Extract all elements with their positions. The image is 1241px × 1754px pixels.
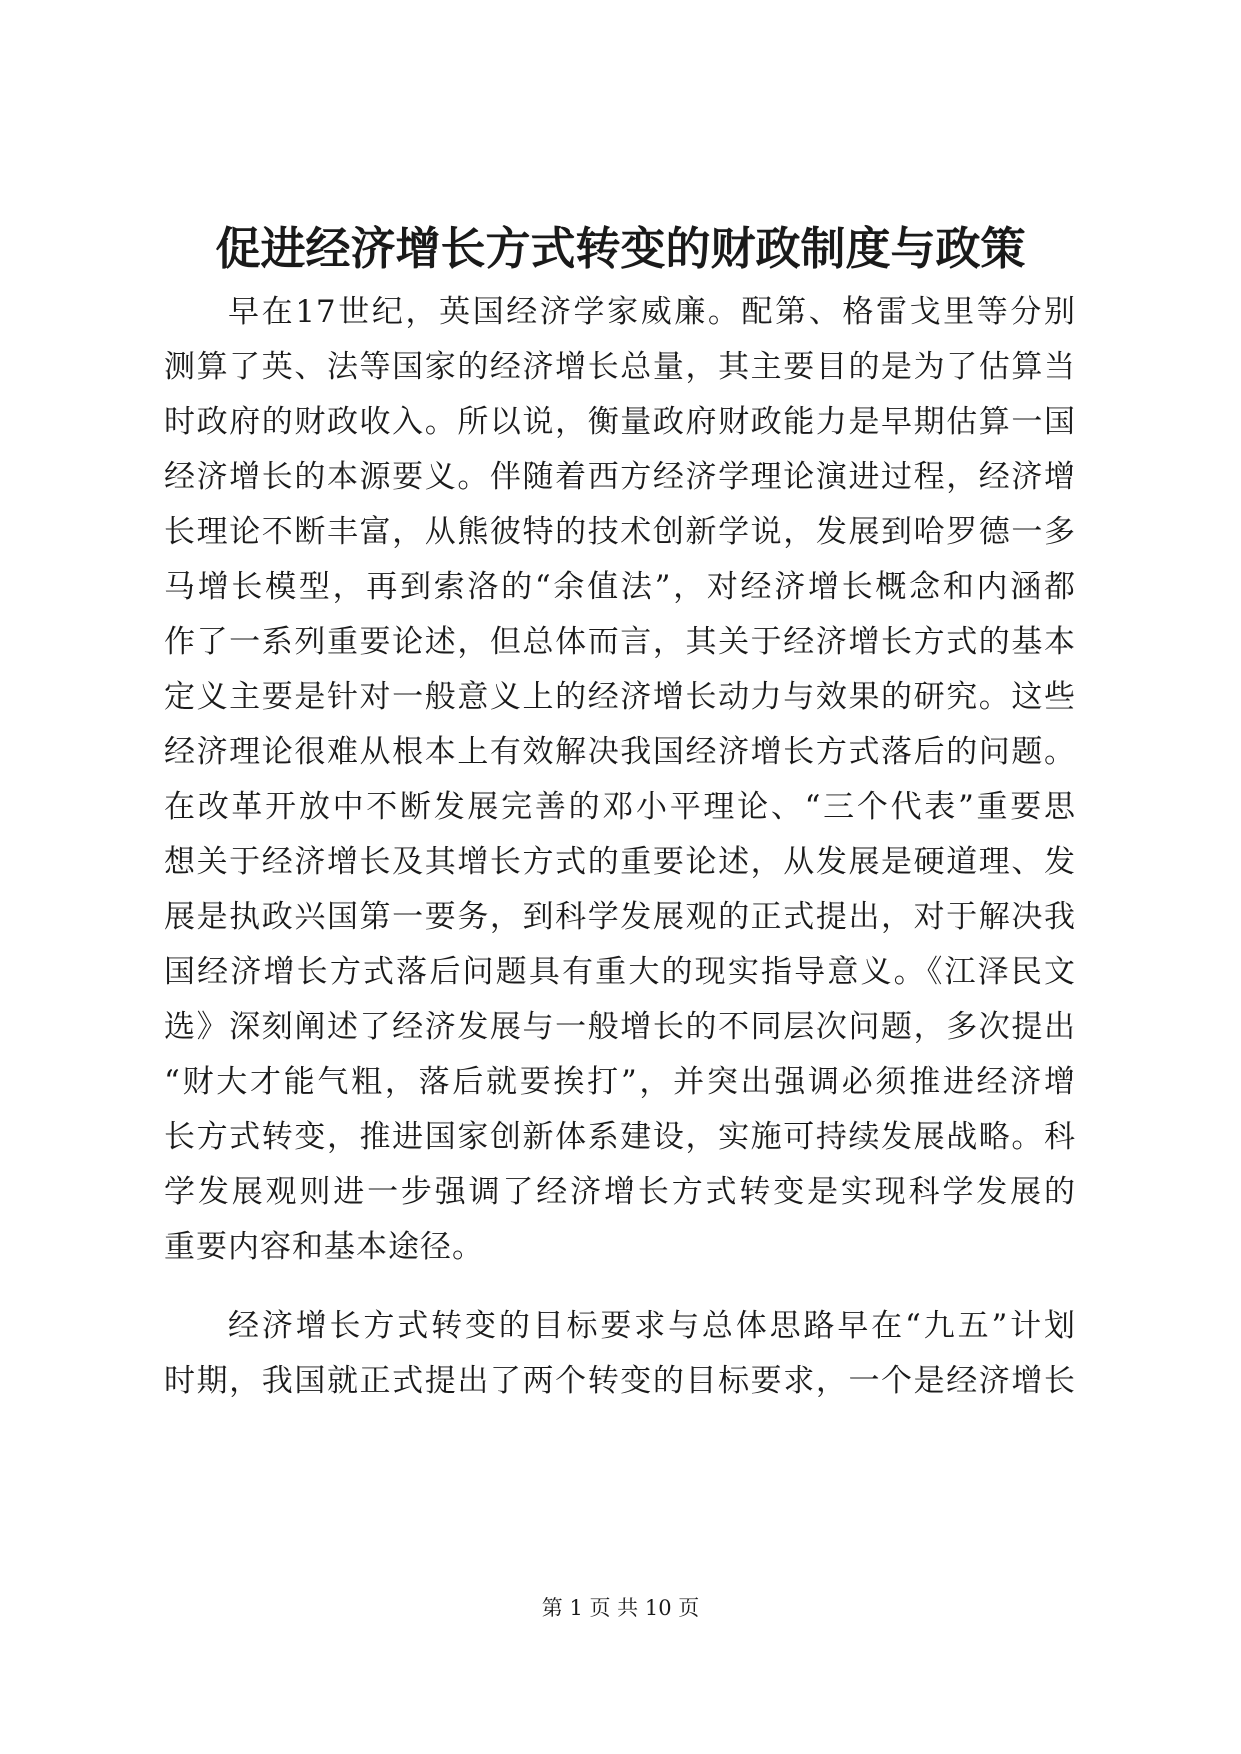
text-line: 重要内容和基本途径。 [164, 1229, 484, 1265]
text-line: 经济理论很难从根本上有效解决我国经济增长方式落后的问题。 [164, 734, 1076, 770]
document-body [164, 285, 1076, 1409]
text-line: 想关于经济增长及其增长方式的重要论述，从发展是硬道理、发 [164, 844, 1076, 880]
text-line: 早在17世纪，英国经济学家威廉。配第、格雷戈里等分别 [228, 294, 1076, 330]
text-line: 定义主要是针对一般意义上的经济增长动力与效果的研究。这些 [164, 679, 1076, 715]
text-line: 作了一系列重要论述，但总体而言，其关于经济增长方式的基本 [164, 624, 1076, 660]
text-line: 经济增长方式转变的目标要求与总体思路早在“九五”计划 [228, 1308, 1076, 1344]
paragraph-gap [164, 1275, 1076, 1299]
text-line: 长理论不断丰富，从熊彼特的技术创新学说，发展到哈罗德一多 [164, 514, 1076, 550]
text-line: 马增长模型，再到索洛的“余值法”，对经济增长概念和内涵都 [164, 569, 1076, 605]
text-line: 经济增长的本源要义。伴随着西方经济学理论演进过程，经济增 [164, 459, 1076, 495]
text-line: 在改革开放中不断发展完善的邓小平理论、“三个代表”重要思 [164, 789, 1076, 825]
text-line: 测算了英、法等国家的经济增长总量，其主要目的是为了估算当 [164, 349, 1076, 385]
text-line: 展是执政兴国第一要务，到科学发展观的正式提出，对于解决我 [164, 899, 1076, 935]
text-line: 长方式转变，推进国家创新体系建设，实施可持续发展战略。科 [164, 1119, 1076, 1155]
paragraph-2 [164, 1299, 1076, 1409]
page-footer: 第 1 页 共 10 页 [541, 1596, 700, 1620]
text-line: “财大才能气粗，落后就要挨打”，并突出强调必须推进经济增 [164, 1064, 1076, 1100]
text-line: 国经济增长方式落后问题具有重大的现实指导意义。《江泽民文 [164, 954, 1076, 990]
text-line: 选》深刻阐述了经济发展与一般增长的不同层次问题，多次提出 [164, 1009, 1076, 1045]
text-line: 学发展观则进一步强调了经济增长方式转变是实现科学发展的 [164, 1174, 1076, 1210]
text-line: 时期，我国就正式提出了两个转变的目标要求，一个是经济增长 [164, 1363, 1076, 1399]
text-line: 时政府的财政收入。所以说，衡量政府财政能力是早期估算一国 [164, 404, 1076, 440]
paragraph-1 [164, 285, 1076, 1275]
document-title: 促进经济增长方式转变的财政制度与政策 [215, 222, 1026, 275]
